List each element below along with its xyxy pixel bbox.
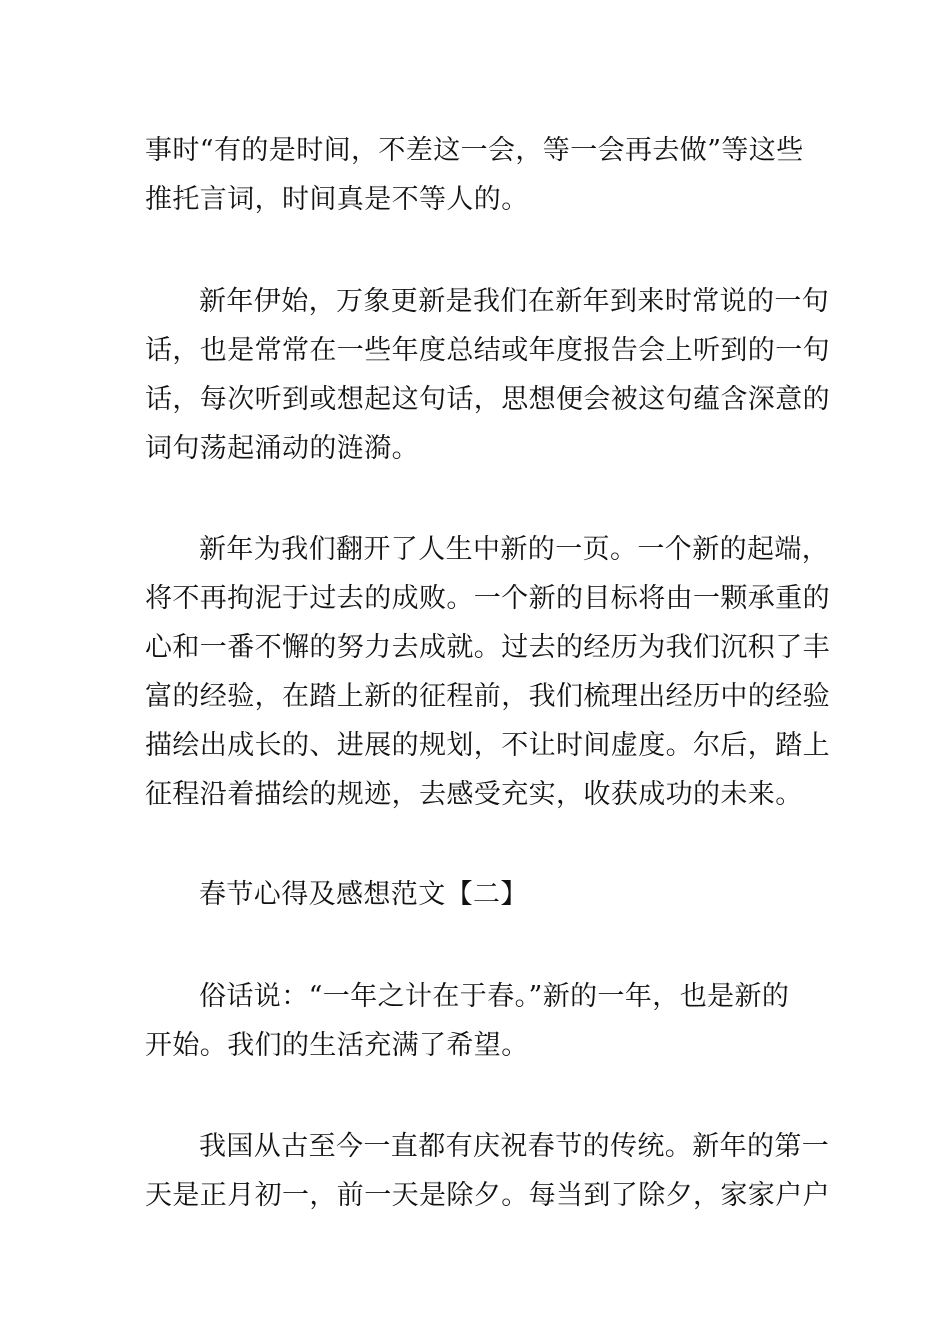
paragraph-2 [145,277,830,473]
section-heading-text: 春节心得及感想范文【二】 [199,879,528,910]
paragraph-line: 将不再拘泥于过去的成败。一个新的目标将由一颗承重的 [145,583,830,614]
paragraph-line: 俗话说：“一年之计在于春。”新的一年，也是新的 [199,981,790,1012]
paragraph-6 [145,1122,830,1220]
paragraph-line: 心和一番不懈的努力去成就。过去的经历为我们沉积了丰 [145,632,830,663]
paragraph-line: 推托言词，时间真是不等人的。 [145,184,529,215]
paragraph-line: 描绘出成长的、进展的规划，不让时间虚度。尔后，踏上 [145,730,830,761]
paragraph-line: 话，每次听到或想起这句话，思想便会被这句蕴含深意的 [145,384,830,415]
paragraph-line: 新年为我们翻开了人生中新的一页。一个新的起端， [199,534,830,565]
paragraph-line: 事时“有的是时间，不差这一会，等一会再去做”等这些 [145,135,804,166]
paragraph-3 [145,525,830,819]
section-heading [145,870,810,919]
paragraph-line: 话，也是常常在一些年度总结或年度报告会上听到的一句 [145,335,830,366]
paragraph-line: 天是正月初一，前一天是除夕。每当到了除夕，家家户户 [145,1180,830,1211]
paragraph-line: 开始。我们的生活充满了希望。 [145,1030,529,1061]
paragraph-line: 征程沿着描绘的规迹，去感受充实，收获成功的未来。 [145,779,803,810]
paragraph-line: 富的经验，在踏上新的征程前，我们梳理出经历中的经验 [145,681,830,712]
paragraph-line: 词句荡起涌动的涟漪。 [145,433,419,464]
paragraph-line: 我国从古至今一直都有庆祝春节的传统。新年的第一 [199,1131,830,1162]
paragraph-1 [145,126,810,224]
paragraph-5 [145,972,810,1070]
paragraph-line: 新年伊始，万象更新是我们在新年到来时常说的一句 [199,286,830,317]
